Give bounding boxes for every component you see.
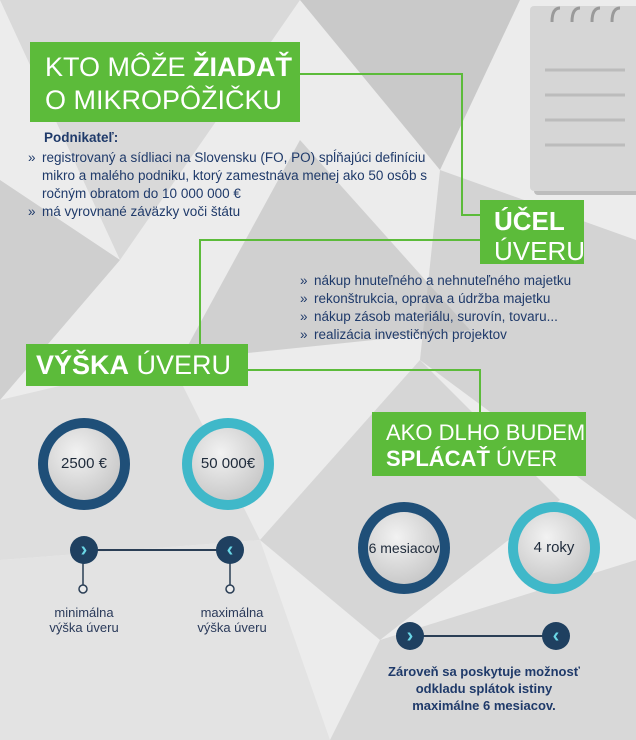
who-title-light-2: O MIKROPÔŽIČKU bbox=[45, 85, 283, 115]
chevron-left-icon: ‹ bbox=[226, 538, 234, 561]
amount-title bbox=[26, 344, 248, 386]
max-amount-label: maximálna výška úveru bbox=[197, 605, 267, 635]
max-amount-value: 50 000€ bbox=[192, 428, 264, 500]
repay-title-light-2: ÚVER bbox=[489, 446, 558, 471]
chevron-right-icon: › bbox=[406, 624, 414, 647]
amount-prev-button[interactable] bbox=[216, 536, 244, 564]
amount-title-bold: VÝŠKA bbox=[36, 350, 130, 380]
list-item: » má vyrovnané záväzky voči štátu bbox=[28, 203, 438, 221]
list-item: » rekonštrukcia, oprava a údržba majetku bbox=[300, 290, 620, 308]
chevron-left-icon: ‹ bbox=[552, 624, 560, 647]
amount-title-light: ÚVERU bbox=[129, 350, 232, 380]
term-next-button[interactable] bbox=[396, 622, 424, 650]
list-item: » nákup hnuteľného a nehnuteľného majetku bbox=[300, 272, 620, 290]
purpose-title-bold: ÚČEL bbox=[494, 206, 565, 236]
who-title-light-1: KTO MÔŽE bbox=[45, 52, 194, 82]
who-title-bold: ŽIADAŤ bbox=[193, 52, 292, 82]
repay-title-light-1: AKO DLHO BUDEM bbox=[386, 420, 586, 445]
list-item: » nákup zásob materiálu, surovín, tovaru... bbox=[300, 308, 620, 326]
purpose-title bbox=[480, 200, 584, 264]
repay-title bbox=[372, 412, 586, 476]
list-item: » registrovaný a sídliaci na Slovensku (FO, PO) spĺňajúci definíciu mikro a malého podniku, ktorý zamestnáva menej ako 50 osôb s ročným obratom do 10 000 000 € bbox=[28, 149, 438, 203]
notebook-icon bbox=[500, 0, 636, 200]
min-amount-label: minimálna výška úveru bbox=[49, 605, 119, 635]
min-term-value: 6 mesiacov bbox=[368, 512, 440, 584]
who-list bbox=[28, 149, 438, 221]
repay-title-bold: SPLÁCAŤ bbox=[386, 446, 490, 471]
who-title bbox=[30, 42, 300, 122]
amount-next-button[interactable] bbox=[70, 536, 98, 564]
chevron-right-icon: › bbox=[80, 538, 88, 561]
list-item: » realizácia investičných projektov bbox=[300, 326, 620, 344]
min-amount-value: 2500 € bbox=[48, 428, 120, 500]
repay-note: Zároveň sa poskytuje možnosť odkladu splátok istiny maximálne 6 mesiacov. bbox=[388, 664, 580, 713]
who-label: Podnikateľ: bbox=[44, 130, 119, 145]
purpose-list bbox=[300, 272, 620, 344]
term-prev-button[interactable] bbox=[542, 622, 570, 650]
purpose-title-light: ÚVERU bbox=[494, 236, 586, 266]
max-term-value: 4 roky bbox=[518, 512, 590, 584]
